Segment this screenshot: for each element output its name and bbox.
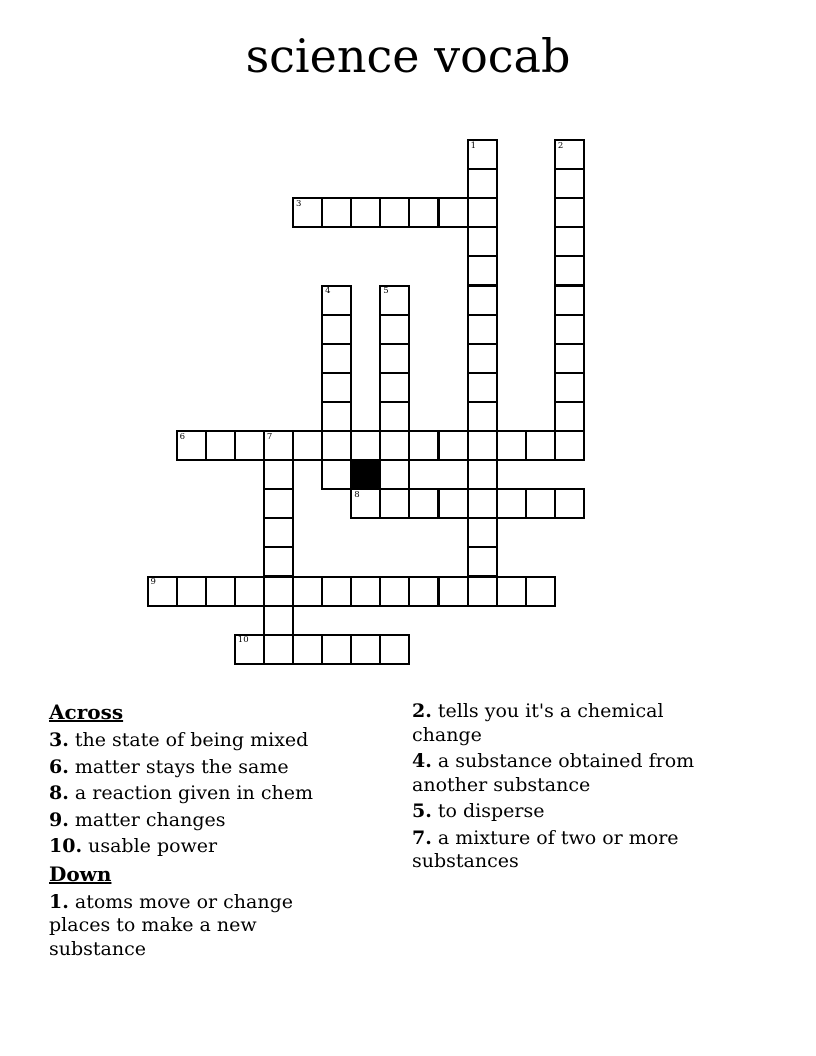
- cell-number: 4: [325, 286, 331, 296]
- grid-cell[interactable]: [263, 430, 294, 461]
- grid-cell[interactable]: [379, 401, 410, 432]
- clue-text: matter changes: [74, 808, 226, 831]
- clue-number: 8.: [49, 782, 69, 804]
- grid-cell[interactable]: [379, 634, 410, 665]
- clue-text: a mixture of two or more substances: [412, 826, 679, 872]
- grid-cell[interactable]: [554, 285, 585, 316]
- clue-text: the state of being mixed: [74, 729, 309, 751]
- clue-text: matter stays the same: [74, 755, 289, 778]
- grid-cell[interactable]: [292, 197, 323, 228]
- grid-cell[interactable]: [321, 430, 352, 461]
- clues-right-column: [412, 700, 715, 877]
- grid-cell[interactable]: [379, 459, 410, 490]
- grid-cell[interactable]: [467, 430, 498, 461]
- grid-cell[interactable]: [263, 576, 294, 607]
- grid-cell[interactable]: [350, 576, 381, 607]
- clue-number: 5.: [412, 800, 432, 822]
- grid-cell[interactable]: [379, 430, 410, 461]
- clue-number: 3.: [49, 729, 69, 751]
- grid-cell[interactable]: [379, 343, 410, 374]
- clue-item: [412, 827, 715, 874]
- grid-cell[interactable]: [554, 197, 585, 228]
- grid-cell[interactable]: [525, 576, 556, 607]
- clue-item: [412, 700, 715, 747]
- grid-cell[interactable]: [554, 314, 585, 345]
- clues-left-column: [49, 700, 336, 964]
- grid-cell[interactable]: [467, 459, 498, 490]
- cell-number: 9: [150, 577, 156, 587]
- grid-cell[interactable]: [350, 634, 381, 665]
- clue-number: 7.: [412, 826, 432, 849]
- grid-cell[interactable]: [496, 488, 527, 519]
- clue-text: tells you it's a chemical change: [412, 700, 664, 746]
- grid-cell[interactable]: [467, 517, 498, 548]
- grid-cell[interactable]: [554, 226, 585, 257]
- grid-cell[interactable]: [379, 197, 410, 228]
- grid-cell[interactable]: [147, 576, 178, 607]
- grid-cell[interactable]: [438, 430, 469, 461]
- grid-cell[interactable]: [467, 285, 498, 316]
- grid-cell[interactable]: [467, 372, 498, 403]
- grid-cell[interactable]: [321, 372, 352, 403]
- grid-cell[interactable]: [467, 576, 498, 607]
- grid-cell[interactable]: [554, 343, 585, 374]
- grid-cell[interactable]: [408, 430, 439, 461]
- cell-number: 1: [470, 140, 477, 151]
- grid-cell[interactable]: [263, 605, 294, 636]
- grid-cell[interactable]: [496, 430, 527, 461]
- grid-cell[interactable]: [205, 576, 236, 607]
- grid-cell[interactable]: [292, 576, 323, 607]
- grid-cell[interactable]: [263, 488, 294, 519]
- clue-number: 1.: [49, 890, 69, 913]
- clue-item: [412, 750, 715, 797]
- grid-cell[interactable]: [554, 139, 585, 170]
- grid-cell[interactable]: [321, 401, 352, 432]
- clue-number: 2.: [412, 700, 432, 722]
- clue-text: atoms move or change places to make a new substance: [49, 890, 293, 960]
- grid-cell[interactable]: [438, 576, 469, 607]
- grid-cell[interactable]: [321, 285, 352, 316]
- grid-cell[interactable]: [321, 197, 352, 228]
- grid-cell[interactable]: [263, 634, 294, 665]
- clue-number: 6.: [49, 755, 69, 778]
- grid-cell[interactable]: [408, 488, 439, 519]
- grid-cell[interactable]: [176, 576, 207, 607]
- cell-number: 10: [237, 635, 249, 646]
- grid-cell[interactable]: [408, 197, 439, 228]
- grid-cell[interactable]: [525, 488, 556, 519]
- black-cell: [350, 459, 381, 490]
- clue-item: [412, 800, 715, 824]
- grid-cell[interactable]: [379, 576, 410, 607]
- clue-item: [49, 756, 336, 780]
- grid-cell[interactable]: [379, 372, 410, 403]
- clue-item: [49, 782, 336, 806]
- grid-cell[interactable]: [263, 546, 294, 577]
- grid-cell[interactable]: [467, 139, 498, 170]
- grid-cell[interactable]: [467, 168, 498, 199]
- grid-cell[interactable]: [176, 430, 207, 461]
- grid-cell[interactable]: [467, 546, 498, 577]
- grid-cell[interactable]: [554, 430, 585, 461]
- grid-cell[interactable]: [525, 430, 556, 461]
- grid-cell[interactable]: [379, 488, 410, 519]
- clue-text: a reaction given in chem: [74, 782, 313, 804]
- puzzle-title: science vocab: [245, 29, 571, 83]
- grid-cell[interactable]: [496, 576, 527, 607]
- grid-cell[interactable]: [554, 401, 585, 432]
- across-heading: Across: [49, 700, 124, 724]
- grid-cell[interactable]: [379, 314, 410, 345]
- cell-number: 5: [383, 286, 389, 296]
- clue-text: a substance obtained from another substance: [412, 750, 695, 796]
- grid-cell[interactable]: [438, 488, 469, 519]
- cell-number: 3: [296, 198, 302, 209]
- grid-cell[interactable]: [438, 197, 469, 228]
- grid-cell[interactable]: [292, 634, 323, 665]
- grid-cell[interactable]: [321, 576, 352, 607]
- grid-cell[interactable]: [321, 343, 352, 374]
- grid-cell[interactable]: [467, 226, 498, 257]
- down-heading: Down: [49, 861, 112, 886]
- clue-text: usable power: [88, 835, 218, 857]
- grid-cell[interactable]: [467, 197, 498, 228]
- grid-cell[interactable]: [467, 314, 498, 345]
- grid-cell[interactable]: [321, 634, 352, 665]
- cell-number: 2: [557, 140, 564, 151]
- grid-cell[interactable]: [205, 430, 236, 461]
- grid-cell[interactable]: [554, 372, 585, 403]
- grid-cell[interactable]: [263, 517, 294, 548]
- grid-cell[interactable]: [321, 314, 352, 345]
- grid-cell[interactable]: [467, 401, 498, 432]
- cell-number: 7: [266, 431, 273, 442]
- cell-number: 8: [354, 489, 360, 500]
- grid-cell[interactable]: [234, 430, 265, 461]
- grid-cell[interactable]: [554, 255, 585, 286]
- grid-cell[interactable]: [379, 285, 410, 316]
- grid-cell[interactable]: [234, 634, 265, 665]
- grid-cell[interactable]: [554, 168, 585, 199]
- grid-cell[interactable]: [263, 459, 294, 490]
- clue-item: [49, 729, 336, 753]
- grid-cell[interactable]: [350, 430, 381, 461]
- clue-item: [49, 891, 336, 962]
- grid-cell[interactable]: [467, 488, 498, 519]
- grid-cell[interactable]: [467, 255, 498, 286]
- clue-number: 9.: [49, 808, 69, 831]
- grid-cell[interactable]: [350, 197, 381, 228]
- clue-number: 10.: [49, 835, 83, 857]
- cell-number: 6: [179, 431, 186, 442]
- grid-cell[interactable]: [321, 459, 352, 490]
- grid-cell[interactable]: [292, 430, 323, 461]
- clue-text: to disperse: [437, 800, 545, 822]
- grid-cell[interactable]: [408, 576, 439, 607]
- clue-number: 4.: [412, 750, 432, 772]
- grid-cell[interactable]: [554, 488, 585, 519]
- grid-cell[interactable]: [234, 576, 265, 607]
- clue-item: [49, 809, 336, 833]
- grid-cell[interactable]: [467, 343, 498, 374]
- grid-cell[interactable]: [350, 488, 381, 519]
- clue-item: [49, 835, 336, 859]
